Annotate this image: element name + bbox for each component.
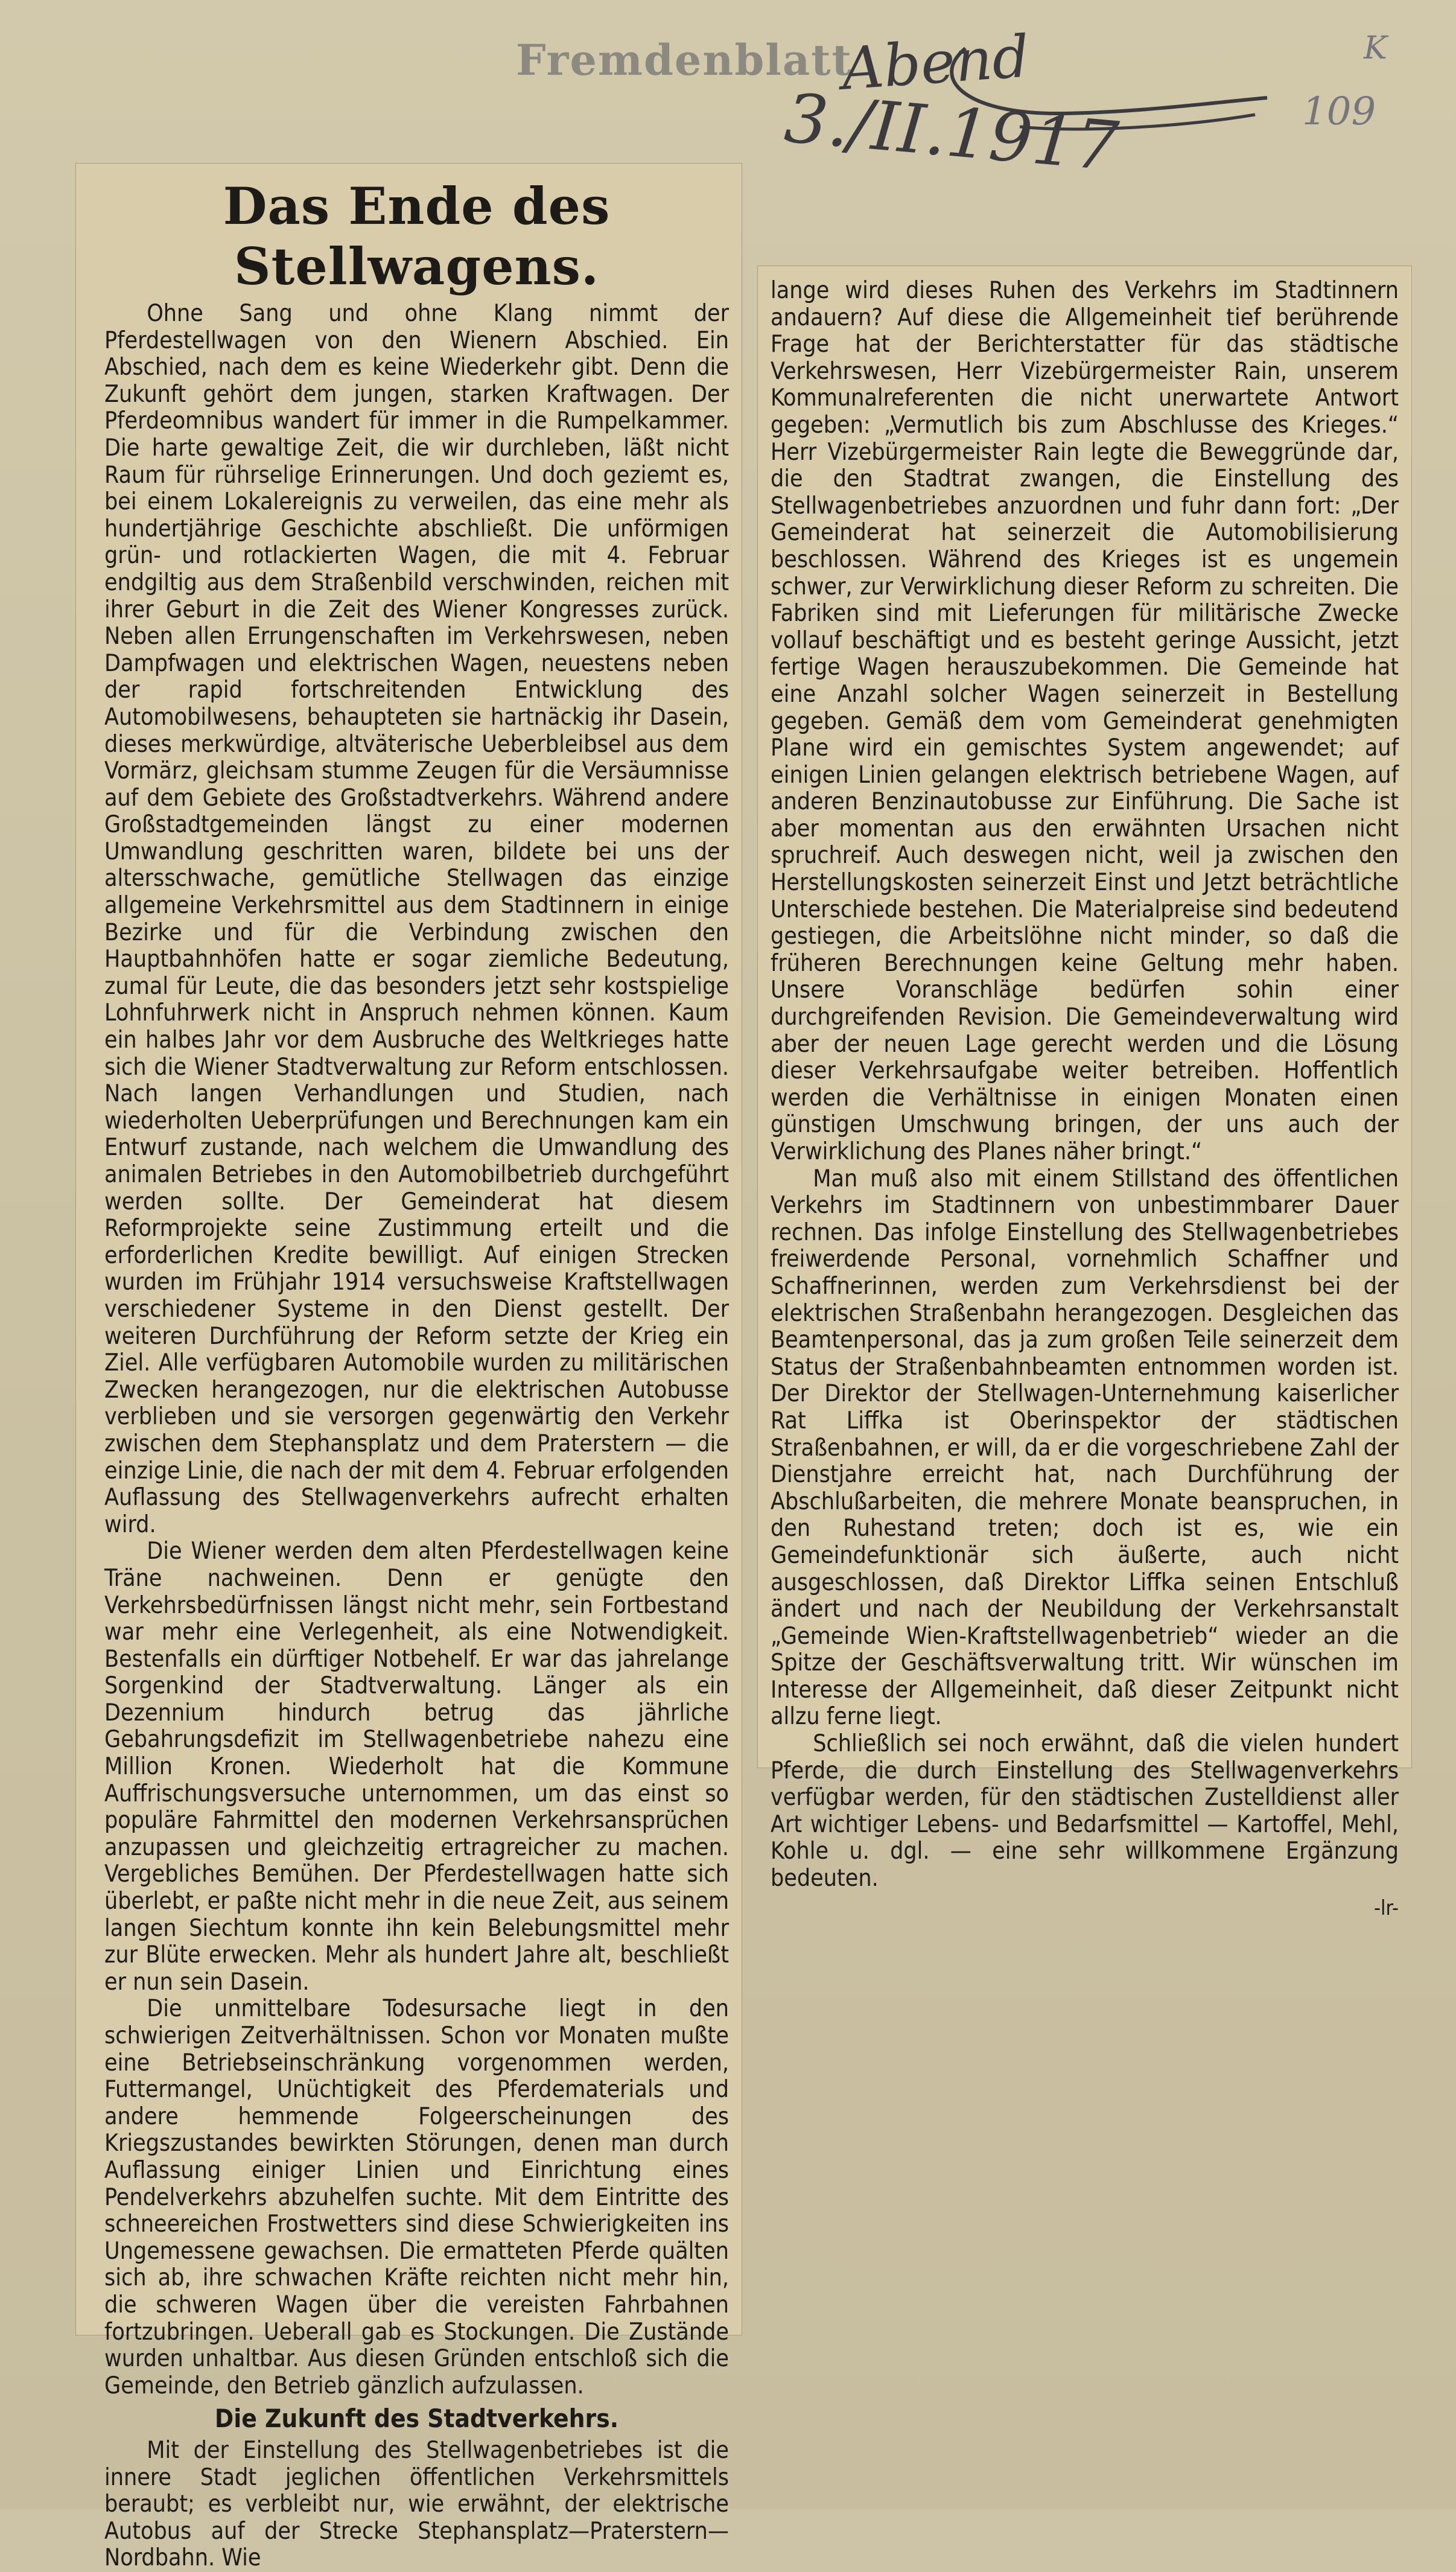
article-paragraph: Schließlich sei noch erwähnt, daß die vielen hundert Pferde, die durch Einstellung des Stellwagenverkehrs verfügbar werden, für den städtischen Zustelldienst aller Art wichtiger Lebens- und Bedarfsmittel — Kartoffel, Mehl, Kohle u. dgl. — eine sehr willkommene Ergänzung bedeuten. (771, 1730, 1399, 1892)
author-signature: -lr- (1374, 1896, 1399, 1920)
handwritten-edition: Abend (839, 22, 1032, 103)
newspaper-stamp: Fremdenblatt (516, 35, 853, 85)
article-paragraph: Mit der Einstellung des Stellwagenbetriebes ist die innere Stadt jeglichen öffentlichen Verkehrsmittels beraubt; es verbleibt nur, wie erwähnt, der elektrische Autobus auf der Strecke Stephansplatz—Praterstern—Nordbahn. Wie (104, 2436, 729, 2572)
clipping-right-column (757, 266, 1412, 1920)
clipping-left-column (75, 163, 742, 2572)
article-paragraph: Man muß also mit einem Stillstand des öffentlichen Verkehrs im Stadtinnern von unbestimmbarer Dauer rechnen. Das infolge Einstellung des Stellwagenbetriebes freiwerdende Personal, vornehmlich Schaffner und Schaffnerinnen, werden zum Verkehrsdienst bei der elektrischen Straßenbahn herangezogen. Desgleichen das Beamtenpersonal, das ja zum großen Teile seinerzeit dem Status der Straßenbahnbeamten entnommen worden ist. Der Direktor der Stellwagen-Unternehmung kaiserlicher Rat Liffka ist Oberinspektor der städtischen Straßenbahnen, er will, da er die vorgeschriebene Zahl der Dienstjahre erreicht hat, nach Durchführung der Abschlußarbeiten, die mehrere Monate beanspruchen, in den Ruhestand treten; doch ist es, wie ein Gemeindefunktionär sich äußerte, auch nicht ausgeschlossen, daß Direktor Liffka seinen Entschluß ändert und nach der Neubildung der Verkehrsanstalt „Gemeinde Wien-Kraftstellwagenbetrieb“ wieder an die Spitze der Geschäftsverwaltung tritt. Wir wünschen im Interesse der Allgemeinheit, daß dieser Zeitpunkt nicht allzu ferne liegt. (771, 1165, 1399, 1731)
article-paragraph: lange wird dieses Ruhen des Verkehrs im Stadtinnern andauern? Auf diese die Allgemeinheit tief berührende Frage hat der Berichterstatter für das städtische Verkehrswesen, Herr Vizebürgermeister Rain, unserem Kommunalreferenten die nicht unerwartete Antwort gegeben: „Vermutlich bis zum Abschlusse des Krieges.“ Herr Vizebürgermeister Rain legte die Beweggründe dar, die den Stadtrat zwangen, die Einstellung des Stellwagenbetriebes anzuordnen und fuhr dann fort: „Der Gemeinderat hat seinerzeit die Automobilisierung beschlossen. Während des Krieges ist es ungemein schwer, zur Verwirklichung dieser Reform zu schreiten. Die Fabriken sind mit Lieferungen für militärische Zwecke vollauf beschäftigt und es besteht geringe Aussicht, jetzt fertige Wagen herauszubekommen. Die Gemeinde hat eine Anzahl solcher Wagen seinerzeit in Bestellung gegeben. Gemäß dem vom Gemeinderat genehmigten Plane wird ein gemischtes System angewendet; auf einigen Linien gelangen elektrisch betriebene Wagen, auf anderen Benzinautobusse zur Einführung. Die Sache ist aber momentan aus den erwähnten Ursachen nicht spruchreif. Auch deswegen nicht, weil ja zwischen den Herstellungskosten seinerzeit Einst und Jetzt beträchtliche Unterschiede bestehen. Die Materialpreise sind bedeutend gestiegen, die Arbeitslöhne nicht minder, so daß die früheren Berechnungen keine Geltung mehr haben. Unsere Voranschläge bedürfen sohin einer durchgreifenden Revision. Die Gemeindeverwaltung wird aber der neuen Lage gerecht werden und die Lösung dieser Verkehrsaufgabe weiter betreiben. Hoffentlich werden die Verhältnisse in einigen Monaten einen günstigen Umschwung bringen, der uns auch der Verwirklichung des Planes näher bringt.“ (771, 277, 1399, 1165)
article-paragraph: Die unmittelbare Todesursache liegt in den schwierigen Zeitverhältnissen. Schon vor Monaten mußte eine Betriebseinschränkung vorgenommen werden, Futtermangel, Unüchtigkeit des Pferdematerials und andere hemmende Folgeerscheinungen des Kriegszustandes bewirkten Störungen, denen man durch Auflassung einiger Linien und Einrichtung eines Pendelverkehrs abzuhelfen suchte. Mit dem Eintritte des schneereichen Frostwetters sind diese Schwierigkeiten ins Ungemessene gewachsen. Die ermatteten Pferde quälten sich ab, ihre schwachen Kräfte reichten nicht mehr hin, die schweren Wagen über die vereisten Fahrbahnen fortzubringen. Ueberall gab es Stockungen. Die Zustände wurden unhaltbar. Aus diesen Gründen entschloß sich die Gemeinde, den Betrieb gänzlich aufzulassen. (104, 1995, 729, 2399)
article-paragraph: Die Wiener werden dem alten Pferdestellwagen keine Träne nachweinen. Denn er genügte den Verkehrsbedürfnissen längst nicht mehr, sein Fortbestand war mehr eine Verlegenheit, als eine Notwendigkeit. Bestenfalls ein dürftiger Notbehelf. Er war das jahrelange Sorgenkind der Stadtverwaltung. Länger als ein Dezennium hindurch betrug das jährliche Gebahrungsdefizit im Stellwagenbetriebe nahezu eine Million Kronen. Wiederholt hat die Kommune Auffrischungsversuche unternommen, um das einst so populäre Fahrmittel den modernen Verkehrsansprüchen anzupassen und gleichzeitig ertragreicher zu machen. Vergebliches Bemühen. Der Pferdestellwagen hatte sich überlebt, er paßte nicht mehr in die neue Zeit, aus seinem langen Siechtum konnte ihn kein Belebungsmittel mehr zur Blüte erwecken. Mehr als hundert Jahre alt, beschließt er nun sein Dasein. (104, 1538, 729, 1996)
article-subheading: Die Zukunft des Stadtverkehrs. (214, 2404, 619, 2434)
handwritten-date: 3./II.1917 (781, 79, 1122, 186)
article-paragraph: Ohne Sang und ohne Klang nimmt der Pferdestellwagen von den Wienern Abschied. Ein Abschied, nach dem es keine Wiederkehr gibt. Denn die Zukunft gehört dem jungen, starken Kraftwagen. Der Pferdeomnibus wandert für immer in die Rumpelkammer. Die harte gewaltige Zeit, die wir durchleben, läßt nicht Raum für rührselige Erinnerungen. Und doch geziemt es, bei einem Lokalereignis zu verweilen, das eine mehr als hundertjährige Geschichte abschließt. Die unförmigen grün- und rotlackierten Wagen, die mit 4. Februar endgiltig aus dem Straßenbild verschwinden, reichen mit ihrer Geburt in die Zeit des Wiener Kongresses zurück. Neben allen Errungenschaften im Verkehrswesen, neben Dampfwagen und elektrischen Wagen, neuestens neben der rapid fortschreitenden Entwicklung des Automobilwesens, behaupteten sie hartnäckig ihr Dasein, dieses merkwürdige, altväterische Ueberbleibsel aus dem Vormärz, gleichsam stumme Zeugen für die Versäumnisse auf dem Gebiete des Großstadtverkehrs. Während andere Großstadtgemeinden längst zu einer modernen Umwandlung geschritten waren, bildete bei uns der altersschwache, gemütliche Stellwagen das einzige allgemeine Verkehrsmittel aus dem Stadtinnern in einige Bezirke und für die Verbindung zwischen den Hauptbahnhöfen hatte er sogar ziemliche Bedeutung, zumal für Leute, die das besonders jetzt sehr kostspielige Lohnfuhrwerk nicht in Anspruch nehmen können. Kaum ein halbes Jahr vor dem Ausbruche des Weltkrieges hatte sich die Wiener Stadtverwaltung zur Reform entschlossen. Nach langen Verhandlungen und Studien, nach wiederholten Ueberprüfungen und Berechnungen kam ein Entwurf zustande, nach welchem die Umwandlung des animalen Betriebes in den Automobilbetrieb durchgeführt werden sollte. Der Gemeinderat hat diesem Reformprojekte seine Zustimmung erteilt und die erforderlichen Kredite bewilligt. Auf einigen Strecken wurden im Frühjahr 1914 versuchsweise Kraftstellwagen verschiedener Systeme in den Dienst gestellt. Der weiteren Durchführung der Reform setzte der Krieg ein Ziel. Alle verfügbaren Automobile wurden zu militärischen Zwecken herangezogen, nur die elektrischen Autobusse verblieben und sie versorgen gegenwärtig den Verkehr zwischen dem Stephansplatz und dem Praterstern — die einzige Linie, die nach der mit dem 4. Februar erfolgenden Auflassung des Stellwagenverkehrs aufrecht erhalten wird. (104, 300, 729, 1538)
handwritten-number: 109 (1302, 89, 1376, 134)
handwritten-mark: K (1364, 30, 1387, 66)
article-headline: Das Ende des Stellwagens. (223, 176, 611, 296)
